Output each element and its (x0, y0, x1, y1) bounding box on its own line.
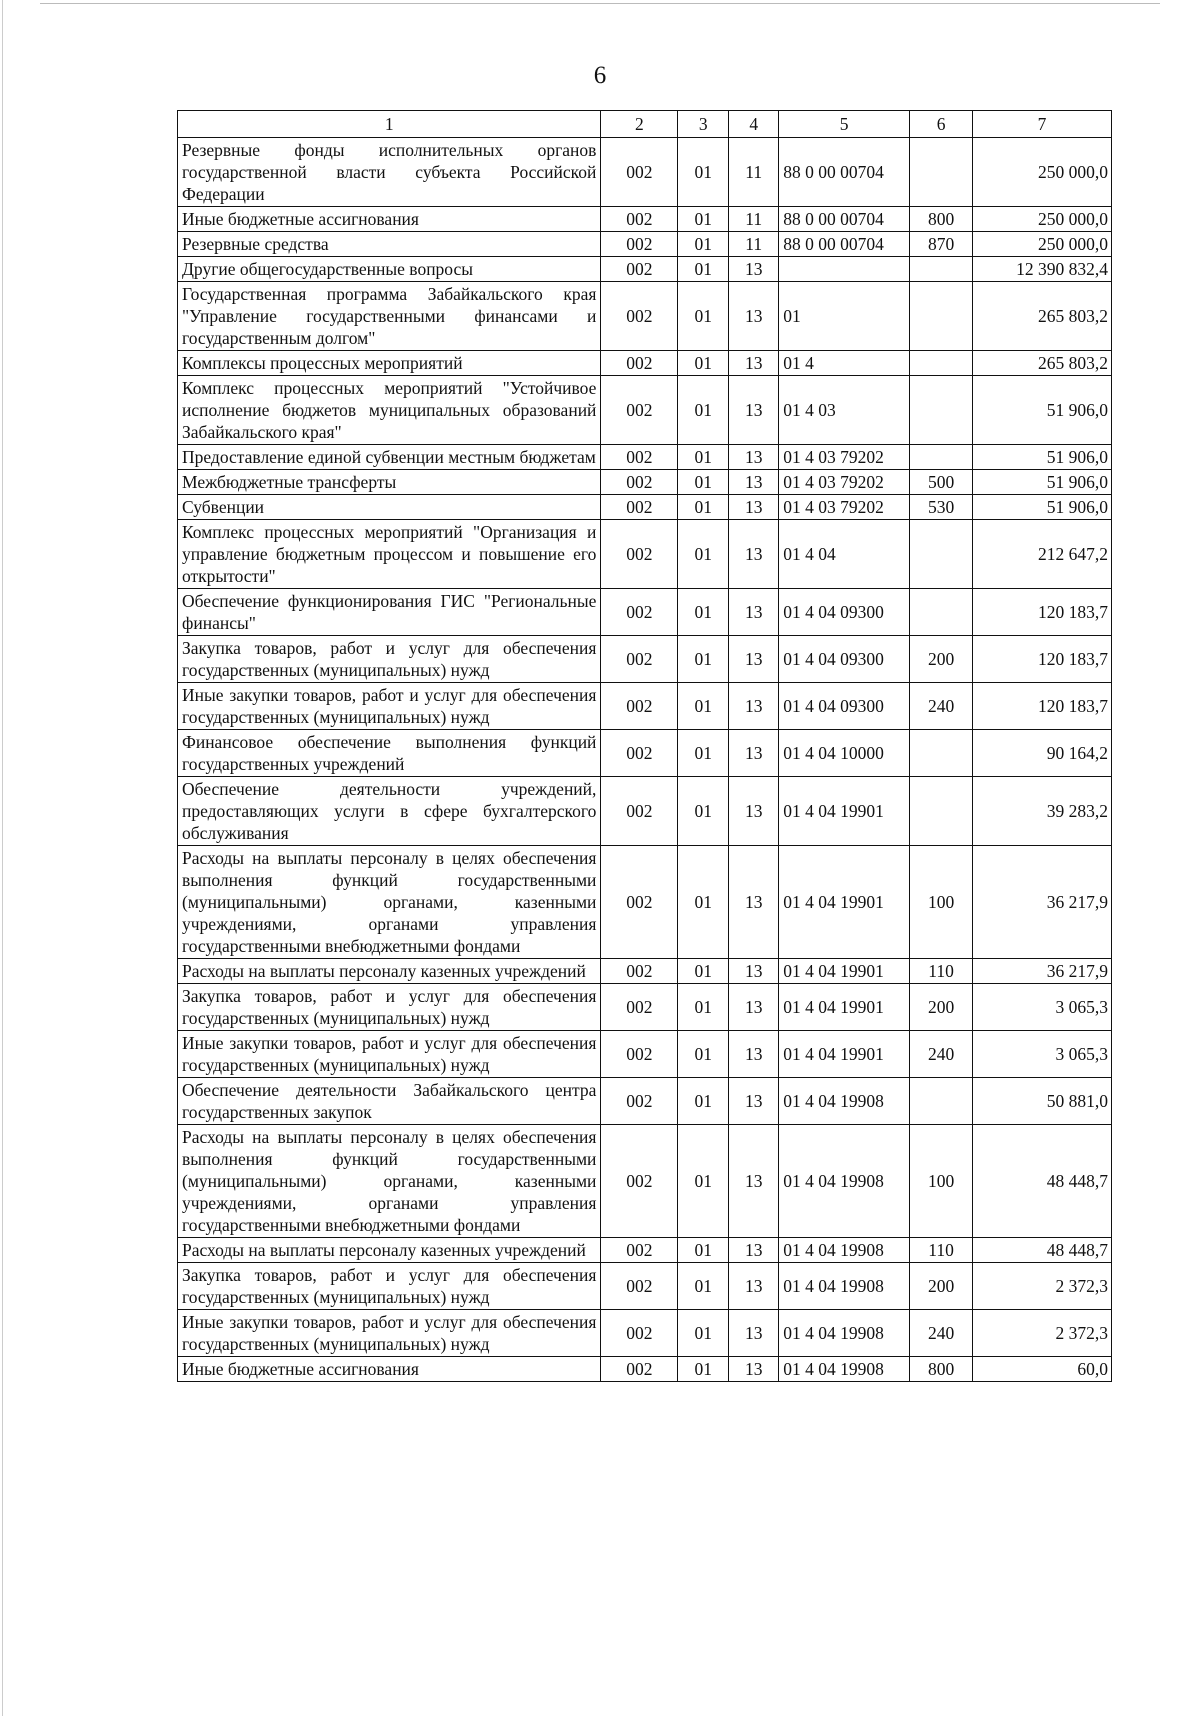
section-code-cell: 01 (678, 282, 729, 351)
column-header: 1 (178, 111, 601, 138)
target-article-cell: 01 4 04 09300 (779, 636, 910, 683)
target-article-cell: 01 4 04 19901 (779, 1031, 910, 1078)
table-row (178, 1310, 1112, 1357)
target-article-cell: 01 4 04 09300 (779, 683, 910, 730)
table-row (178, 636, 1112, 683)
table-row (178, 777, 1112, 846)
target-article-cell: 88 0 00 00704 (779, 138, 910, 207)
target-article-cell (779, 257, 910, 282)
row-name-cell: Обеспечение деятельности учреждений, предоставляющих услуги в сфере бухгалтерского обслуживания (178, 777, 601, 846)
amount-cell: 120 183,7 (973, 683, 1112, 730)
table-row (178, 138, 1112, 207)
ved-code-cell: 002 (601, 376, 678, 445)
table-header-row (178, 111, 1112, 138)
amount-cell: 3 065,3 (973, 984, 1112, 1031)
ved-code-cell: 002 (601, 1310, 678, 1357)
expense-type-cell: 200 (910, 984, 973, 1031)
section-code-cell: 01 (678, 1263, 729, 1310)
row-name-cell: Комплекс процессных мероприятий "Организация и управление бюджетным процессом и повышение его открытости" (178, 520, 601, 589)
ved-code-cell: 002 (601, 232, 678, 257)
row-name-cell: Резервные фонды исполнительных органов государственной власти субъекта Российской Федерации (178, 138, 601, 207)
expense-type-cell (910, 138, 973, 207)
table-row (178, 376, 1112, 445)
section-code-cell: 01 (678, 232, 729, 257)
expense-type-cell (910, 520, 973, 589)
table-row (178, 1357, 1112, 1382)
table-row (178, 846, 1112, 959)
target-article-cell: 01 4 04 19908 (779, 1078, 910, 1125)
section-code-cell: 01 (678, 376, 729, 445)
expense-type-cell: 870 (910, 232, 973, 257)
target-article-cell: 01 4 03 (779, 376, 910, 445)
ved-code-cell: 002 (601, 589, 678, 636)
section-code-cell: 01 (678, 1031, 729, 1078)
target-article-cell: 01 4 04 09300 (779, 589, 910, 636)
section-code-cell: 01 (678, 207, 729, 232)
row-name-cell: Обеспечение деятельности Забайкальского центра государственных закупок (178, 1078, 601, 1125)
table-row (178, 589, 1112, 636)
column-header: 2 (601, 111, 678, 138)
ved-code-cell: 002 (601, 445, 678, 470)
target-article-cell: 01 4 04 19908 (779, 1310, 910, 1357)
subsection-code-cell: 13 (729, 470, 779, 495)
subsection-code-cell: 13 (729, 351, 779, 376)
expense-type-cell (910, 1078, 973, 1125)
budget-table (177, 110, 1112, 1382)
section-code-cell: 01 (678, 495, 729, 520)
table-row (178, 1263, 1112, 1310)
target-article-cell: 01 4 03 79202 (779, 445, 910, 470)
table-row (178, 232, 1112, 257)
section-code-cell: 01 (678, 1357, 729, 1382)
table-row (178, 1031, 1112, 1078)
table-row (178, 730, 1112, 777)
top-border-line (40, 3, 1160, 4)
section-code-cell: 01 (678, 1125, 729, 1238)
section-code-cell: 01 (678, 1310, 729, 1357)
expense-type-cell (910, 351, 973, 376)
column-header: 5 (779, 111, 910, 138)
subsection-code-cell: 13 (729, 1263, 779, 1310)
amount-cell: 48 448,7 (973, 1238, 1112, 1263)
section-code-cell: 01 (678, 683, 729, 730)
section-code-cell: 01 (678, 959, 729, 984)
row-name-cell: Иные закупки товаров, работ и услуг для обеспечения государственных (муниципальных) нужд (178, 1031, 601, 1078)
ved-code-cell: 002 (601, 730, 678, 777)
row-name-cell: Расходы на выплаты персоналу казенных учреждений (178, 1238, 601, 1263)
row-name-cell: Государственная программа Забайкальского края "Управление государственными финансами и государственным долгом" (178, 282, 601, 351)
section-code-cell: 01 (678, 984, 729, 1031)
row-name-cell: Субвенции (178, 495, 601, 520)
subsection-code-cell: 13 (729, 777, 779, 846)
target-article-cell: 88 0 00 00704 (779, 207, 910, 232)
subsection-code-cell: 13 (729, 959, 779, 984)
target-article-cell: 01 (779, 282, 910, 351)
ved-code-cell: 002 (601, 959, 678, 984)
target-article-cell: 01 4 04 19901 (779, 846, 910, 959)
row-name-cell: Комплекс процессных мероприятий "Устойчивое исполнение бюджетов муниципальных образований Забайкальского края" (178, 376, 601, 445)
amount-cell: 2 372,3 (973, 1310, 1112, 1357)
amount-cell: 90 164,2 (973, 730, 1112, 777)
amount-cell: 120 183,7 (973, 589, 1112, 636)
row-name-cell: Резервные средства (178, 232, 601, 257)
left-edge-line (2, 0, 3, 1716)
section-code-cell: 01 (678, 1078, 729, 1125)
ved-code-cell: 002 (601, 1078, 678, 1125)
expense-type-cell (910, 282, 973, 351)
expense-type-cell: 530 (910, 495, 973, 520)
ved-code-cell: 002 (601, 1263, 678, 1310)
row-name-cell: Комплексы процессных мероприятий (178, 351, 601, 376)
table-row (178, 257, 1112, 282)
amount-cell: 51 906,0 (973, 445, 1112, 470)
ved-code-cell: 002 (601, 495, 678, 520)
expense-type-cell: 240 (910, 683, 973, 730)
row-name-cell: Расходы на выплаты персоналу в целях обеспечения выполнения функций государственными (муниципальными) органами, казенными учреждениями, органами управления государственными внебюджетными фондами (178, 846, 601, 959)
row-name-cell: Расходы на выплаты персоналу в целях обеспечения выполнения функций государственными (муниципальными) органами, казенными учреждениями, органами управления государственными внебюджетными фондами (178, 1125, 601, 1238)
section-code-cell: 01 (678, 445, 729, 470)
expense-type-cell (910, 445, 973, 470)
row-name-cell: Иные бюджетные ассигнования (178, 207, 601, 232)
expense-type-cell: 800 (910, 1357, 973, 1382)
target-article-cell: 01 4 (779, 351, 910, 376)
target-article-cell: 01 4 04 19908 (779, 1357, 910, 1382)
expense-type-cell (910, 589, 973, 636)
subsection-code-cell: 13 (729, 846, 779, 959)
table-row (178, 984, 1112, 1031)
amount-cell: 3 065,3 (973, 1031, 1112, 1078)
target-article-cell: 88 0 00 00704 (779, 232, 910, 257)
subsection-code-cell: 13 (729, 683, 779, 730)
row-name-cell: Закупка товаров, работ и услуг для обеспечения государственных (муниципальных) нужд (178, 1263, 601, 1310)
amount-cell: 212 647,2 (973, 520, 1112, 589)
ved-code-cell: 002 (601, 1357, 678, 1382)
table-row (178, 445, 1112, 470)
target-article-cell: 01 4 04 19908 (779, 1263, 910, 1310)
column-header: 7 (973, 111, 1112, 138)
subsection-code-cell: 13 (729, 1238, 779, 1263)
row-name-cell: Другие общегосударственные вопросы (178, 257, 601, 282)
ved-code-cell: 002 (601, 683, 678, 730)
amount-cell: 36 217,9 (973, 846, 1112, 959)
row-name-cell: Иные бюджетные ассигнования (178, 1357, 601, 1382)
section-code-cell: 01 (678, 470, 729, 495)
amount-cell: 51 906,0 (973, 376, 1112, 445)
amount-cell: 250 000,0 (973, 232, 1112, 257)
amount-cell: 50 881,0 (973, 1078, 1112, 1125)
section-code-cell: 01 (678, 846, 729, 959)
subsection-code-cell: 13 (729, 1125, 779, 1238)
ved-code-cell: 002 (601, 470, 678, 495)
expense-type-cell: 110 (910, 1238, 973, 1263)
table-row (178, 207, 1112, 232)
expense-type-cell: 240 (910, 1310, 973, 1357)
expense-type-cell: 800 (910, 207, 973, 232)
target-article-cell: 01 4 04 19901 (779, 959, 910, 984)
target-article-cell: 01 4 03 79202 (779, 495, 910, 520)
expense-type-cell: 500 (910, 470, 973, 495)
table-row (178, 1238, 1112, 1263)
amount-cell: 2 372,3 (973, 1263, 1112, 1310)
subsection-code-cell: 13 (729, 589, 779, 636)
expense-type-cell: 200 (910, 1263, 973, 1310)
row-name-cell: Расходы на выплаты персоналу казенных учреждений (178, 959, 601, 984)
ved-code-cell: 002 (601, 1238, 678, 1263)
expense-type-cell (910, 257, 973, 282)
target-article-cell: 01 4 04 19901 (779, 984, 910, 1031)
column-header: 6 (910, 111, 973, 138)
column-header: 4 (729, 111, 779, 138)
table-row (178, 683, 1112, 730)
table-row (178, 959, 1112, 984)
section-code-cell: 01 (678, 636, 729, 683)
section-code-cell: 01 (678, 1238, 729, 1263)
section-code-cell: 01 (678, 589, 729, 636)
section-code-cell: 01 (678, 257, 729, 282)
section-code-cell: 01 (678, 351, 729, 376)
expense-type-cell: 100 (910, 846, 973, 959)
subsection-code-cell: 13 (729, 1357, 779, 1382)
target-article-cell: 01 4 04 19901 (779, 777, 910, 846)
amount-cell: 12 390 832,4 (973, 257, 1112, 282)
amount-cell: 39 283,2 (973, 777, 1112, 846)
target-article-cell: 01 4 03 79202 (779, 470, 910, 495)
subsection-code-cell: 13 (729, 636, 779, 683)
table-row (178, 282, 1112, 351)
subsection-code-cell: 13 (729, 1078, 779, 1125)
row-name-cell: Финансовое обеспечение выполнения функций государственных учреждений (178, 730, 601, 777)
target-article-cell: 01 4 04 19908 (779, 1238, 910, 1263)
amount-cell: 265 803,2 (973, 282, 1112, 351)
ved-code-cell: 002 (601, 282, 678, 351)
subsection-code-cell: 13 (729, 1310, 779, 1357)
target-article-cell: 01 4 04 19908 (779, 1125, 910, 1238)
amount-cell: 60,0 (973, 1357, 1112, 1382)
subsection-code-cell: 13 (729, 520, 779, 589)
subsection-code-cell: 13 (729, 1031, 779, 1078)
expense-type-cell: 100 (910, 1125, 973, 1238)
amount-cell: 120 183,7 (973, 636, 1112, 683)
subsection-code-cell: 11 (729, 207, 779, 232)
row-name-cell: Предоставление единой субвенции местным бюджетам (178, 445, 601, 470)
target-article-cell: 01 4 04 10000 (779, 730, 910, 777)
ved-code-cell: 002 (601, 257, 678, 282)
ved-code-cell: 002 (601, 984, 678, 1031)
row-name-cell: Закупка товаров, работ и услуг для обеспечения государственных (муниципальных) нужд (178, 984, 601, 1031)
expense-type-cell: 240 (910, 1031, 973, 1078)
subsection-code-cell: 13 (729, 257, 779, 282)
ved-code-cell: 002 (601, 351, 678, 376)
page-number: 6 (593, 62, 607, 89)
section-code-cell: 01 (678, 730, 729, 777)
section-code-cell: 01 (678, 777, 729, 846)
ved-code-cell: 002 (601, 520, 678, 589)
ved-code-cell: 002 (601, 138, 678, 207)
expense-type-cell: 110 (910, 959, 973, 984)
ved-code-cell: 002 (601, 777, 678, 846)
subsection-code-cell: 11 (729, 138, 779, 207)
row-name-cell: Закупка товаров, работ и услуг для обеспечения государственных (муниципальных) нужд (178, 636, 601, 683)
row-name-cell: Иные закупки товаров, работ и услуг для обеспечения государственных (муниципальных) нужд (178, 683, 601, 730)
section-code-cell: 01 (678, 138, 729, 207)
section-code-cell: 01 (678, 520, 729, 589)
amount-cell: 250 000,0 (973, 207, 1112, 232)
table-body (178, 138, 1112, 1382)
subsection-code-cell: 13 (729, 495, 779, 520)
subsection-code-cell: 11 (729, 232, 779, 257)
row-name-cell: Иные закупки товаров, работ и услуг для обеспечения государственных (муниципальных) нужд (178, 1310, 601, 1357)
subsection-code-cell: 13 (729, 984, 779, 1031)
column-header: 3 (678, 111, 729, 138)
subsection-code-cell: 13 (729, 282, 779, 351)
subsection-code-cell: 13 (729, 730, 779, 777)
amount-cell: 51 906,0 (973, 495, 1112, 520)
expense-type-cell: 200 (910, 636, 973, 683)
subsection-code-cell: 13 (729, 376, 779, 445)
amount-cell: 48 448,7 (973, 1125, 1112, 1238)
ved-code-cell: 002 (601, 1125, 678, 1238)
table-row (178, 1125, 1112, 1238)
row-name-cell: Обеспечение функционирования ГИС "Региональные финансы" (178, 589, 601, 636)
amount-cell: 265 803,2 (973, 351, 1112, 376)
expense-type-cell (910, 376, 973, 445)
table-row (178, 1078, 1112, 1125)
amount-cell: 250 000,0 (973, 138, 1112, 207)
target-article-cell: 01 4 04 (779, 520, 910, 589)
amount-cell: 36 217,9 (973, 959, 1112, 984)
ved-code-cell: 002 (601, 846, 678, 959)
subsection-code-cell: 13 (729, 445, 779, 470)
table-row (178, 470, 1112, 495)
table-row (178, 495, 1112, 520)
table-row (178, 520, 1112, 589)
expense-type-cell (910, 777, 973, 846)
table-row (178, 351, 1112, 376)
ved-code-cell: 002 (601, 207, 678, 232)
expense-type-cell (910, 730, 973, 777)
row-name-cell: Межбюджетные трансферты (178, 470, 601, 495)
ved-code-cell: 002 (601, 1031, 678, 1078)
amount-cell: 51 906,0 (973, 470, 1112, 495)
ved-code-cell: 002 (601, 636, 678, 683)
